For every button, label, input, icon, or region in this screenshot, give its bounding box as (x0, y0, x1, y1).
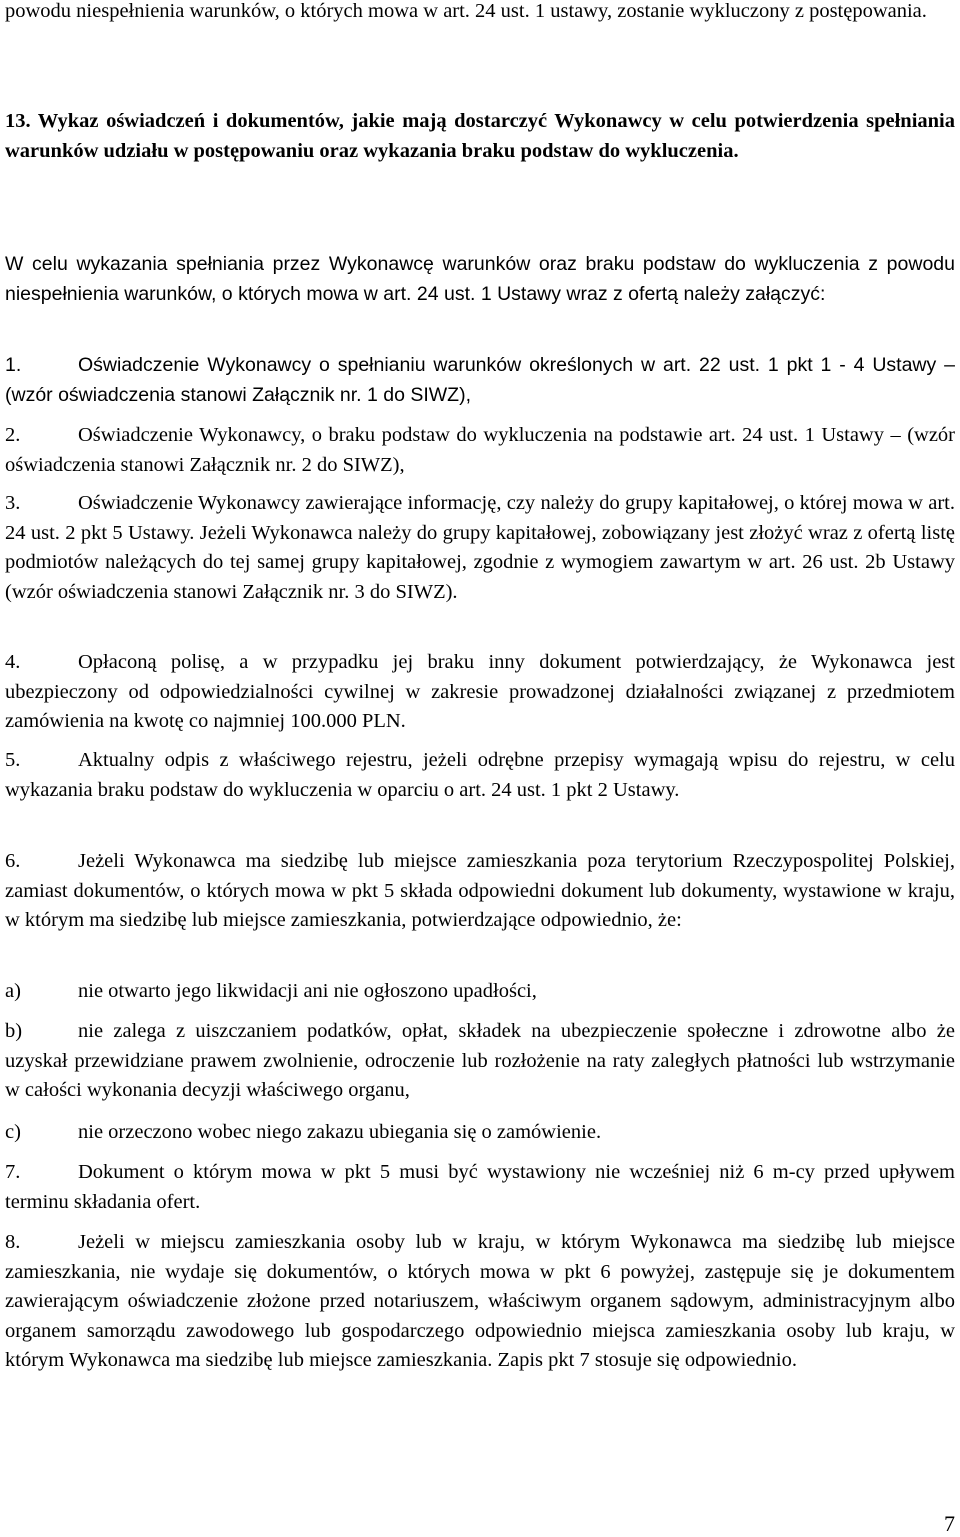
item-number: 1. (5, 354, 22, 376)
list-item (5, 1158, 955, 1217)
item-text: Aktualny odpis z właściwego rejestru, jeżeli odrębne przepisy wymagają wpisu do rejestru, w celu wykazania braku podstaw do wykluczenia w oparciu o art. 24 ust. 1 pkt 2 Ustawy. (5, 749, 955, 801)
sub-item-text: nie zalega z uiszczaniem podatków, opłat, składek na ubezpieczenie społeczne i zdrowotne albo że uzyskał przewidziane prawem zwolnienie, odroczenie lub rozłożenie na raty zaległych płatności lub wstrzymanie w całości wykonania decyzji właściwego organu, (5, 1020, 955, 1101)
list-item (5, 648, 955, 737)
list-item (5, 1228, 955, 1376)
item-number: 5. (5, 749, 21, 771)
sub-item-letter: b) (5, 1020, 23, 1042)
item-text: Jeżeli Wykonawca ma siedzibę lub miejsce zamieszkania poza terytorium Rzeczypospolitej Polskiej, zamiast dokumentów, o których mowa w pkt 5 składa odpowiedni dokument lub dokumenty, wystawione w kraju, w którym ma siedzibę lub miejsce zamieszkania, potwierdzające odpowiednio, że: (5, 850, 955, 931)
item-number: 4. (5, 651, 21, 673)
list-item (5, 351, 955, 410)
sub-list-item (5, 977, 955, 1007)
section-number: 13. (5, 110, 31, 132)
item-text: Dokument o którym mowa w pkt 5 musi być wystawiony nie wcześniej niż 6 m-cy przed upływem terminu składania ofert. (5, 1161, 955, 1213)
intro-paragraph: powodu niespełnienia warunków, o których mowa w art. 24 ust. 1 ustawy, zostanie wykluczony z postępowania. (5, 0, 927, 22)
item-number: 6. (5, 850, 21, 872)
list-item (5, 489, 955, 607)
sub-list-item (5, 1118, 955, 1148)
item-text: Jeżeli w miejscu zamieszkania osoby lub w kraju, w którym Wykonawca ma siedzibę lub miejsce zamieszkania, nie wydaje się dokumentów, o których mowa w pkt 6 powyżej, zastępuje się je dokumentem zawierającym oświadczenie złożone przed notariuszem, właściwym organem sądowym, administracyjnym albo organem samorządu zawodowego lub gospodarczego odpowiednio miejsca zamieszkania osoby lub kraju, w którym Wykonawca ma siedzibę lub miejsce zamieszkania. Zapis pkt 7 stosuje się odpowiednio. (5, 1231, 955, 1371)
list-item (5, 746, 955, 805)
item-text: Oświadczenie Wykonawcy zawierające informację, czy należy do grupy kapitałowej, o której mowa w art. 24 ust. 2 pkt 5 Ustawy. Jeżeli Wykonawca należy do grupy kapitałowej, zobowiązany jest złożyć wraz z ofertą listę podmiotów należących do tej samej grupy kapitałowej, zgodnie z wymogiem zawartym w art. 26 ust. 2b Ustawy (wzór oświadczenia stanowi Załącznik nr. 3 do SIWZ). (5, 492, 955, 603)
item-text: Oświadczenie Wykonawcy, o braku podstaw do wykluczenia na podstawie art. 24 ust. 1 Ustawy – (wzór oświadczenia stanowi Załącznik nr. 2 do SIWZ), (5, 424, 955, 476)
sub-list-item (5, 1017, 955, 1106)
section-heading (5, 107, 955, 166)
item-number: 3. (5, 492, 21, 514)
section-title: Wykaz oświadczeń i dokumentów, jakie mają dostarczyć Wykonawcy w celu potwierdzenia spełniania warunków udziału w postępowaniu oraz wykazania braku podstaw do wykluczenia. (5, 110, 955, 162)
lead-paragraph: W celu wykazania spełniania przez Wykonawcę warunków oraz braku podstaw do wykluczenia z powodu niespełnienia warunków, o których mowa w art. 24 ust. 1 Ustawy wraz z ofertą należy załączyć: (5, 253, 955, 305)
page-number: 7 (944, 1511, 955, 1536)
list-item (5, 847, 955, 936)
item-text: Opłaconą polisę, a w przypadku jej braku inny dokument potwierdzający, że Wykonawca jest ubezpieczony od odpowiedzialności cywilnej w zakresie prowadzonej działalności związanej z przedmiotem zamówienia na kwotę co najmniej 100.000 PLN. (5, 651, 955, 732)
sub-item-text: nie orzeczono wobec niego zakazu ubiegania się o zamówienie. (78, 1121, 602, 1143)
sub-item-letter: a) (5, 980, 21, 1002)
list-item (5, 421, 955, 480)
sub-item-letter: c) (5, 1121, 21, 1143)
item-number: 2. (5, 424, 21, 446)
item-number: 8. (5, 1231, 21, 1253)
item-text: Oświadczenie Wykonawcy o spełnianiu warunków określonych w art. 22 ust. 1 pkt 1 - 4 Ustawy – (wzór oświadczenia stanowi Załącznik nr. 1 do SIWZ), (5, 354, 955, 406)
sub-item-text: nie otwarto jego likwidacji ani nie ogłoszono upadłości, (78, 980, 537, 1002)
item-number: 7. (5, 1161, 21, 1183)
